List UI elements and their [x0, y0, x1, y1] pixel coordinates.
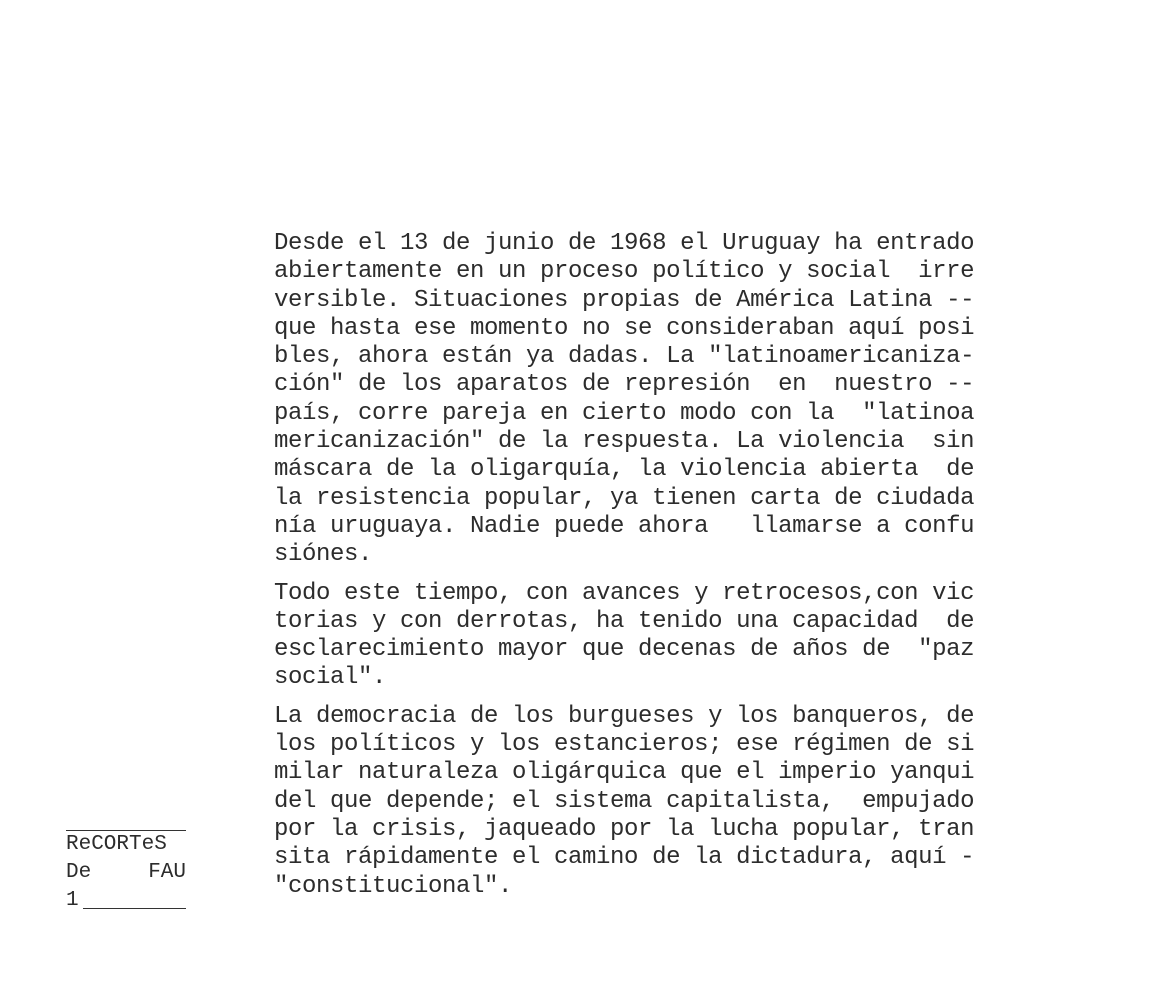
publication-title: ReCORTeS — [66, 833, 167, 856]
text-line: siónes. — [274, 541, 373, 569]
text-line: bles, ahora están ya dadas. La "latinoamericaniza- — [274, 343, 975, 371]
text-line: mericanización" de la respuesta. La violencia sin — [274, 428, 975, 456]
text-line: que hasta ese momento no se consideraban aquí posi — [274, 314, 975, 342]
source-name: FAU — [148, 861, 186, 884]
text-line: "constitucional". — [274, 872, 513, 900]
paragraph — [274, 703, 1034, 901]
text-line: máscara de la oligarquía, la violencia abierta de — [274, 456, 975, 484]
text-line: sita rápidamente el camino de la dictadura, aquí - — [274, 844, 975, 872]
source-prefix: De — [66, 861, 92, 884]
paragraph — [274, 230, 1034, 570]
issue-number: 1 — [66, 889, 79, 912]
text-line: social". — [274, 664, 387, 692]
text-line: país, corre pareja en cierto modo con la "latinoa — [274, 399, 975, 427]
text-line: la resistencia popular, ya tienen carta de ciudada — [274, 484, 975, 512]
text-line: abiertamente en un proceso político y social irre — [274, 258, 975, 286]
publication-label — [66, 830, 190, 915]
text-line: esclarecimiento mayor que decenas de años de "paz — [274, 636, 975, 664]
issue-underline — [83, 908, 186, 909]
text-line: La democracia de los burgueses y los banqueros, de — [274, 702, 975, 730]
publication-source — [66, 859, 186, 887]
text-line: los políticos y los estancieros; ese régimen de si — [274, 731, 975, 759]
text-line: versible. Situaciones propias de América Latina -- — [274, 286, 975, 314]
issue-number-row — [66, 887, 186, 915]
text-line: del que depende; el sistema capitalista, empujado — [274, 787, 975, 815]
text-line: ción" de los aparatos de represión en nuestro -- — [274, 371, 975, 399]
text-line: nía uruguaya. Nadie puede ahora llamarse a confu — [274, 512, 975, 540]
text-line: milar naturaleza oligárquica que el imperio yanqui — [274, 759, 975, 787]
paragraph — [274, 580, 1034, 693]
text-line: torias y con derrotas, ha tenido una capacidad de — [274, 607, 975, 635]
text-line: por la crisis, jaqueado por la lucha popular, tran — [274, 815, 975, 843]
text-line: Desde el 13 de junio de 1968 el Uruguay ha entrado — [274, 230, 975, 257]
body-text — [274, 230, 1034, 911]
text-line: Todo este tiempo, con avances y retrocesos,con vic — [274, 579, 975, 607]
